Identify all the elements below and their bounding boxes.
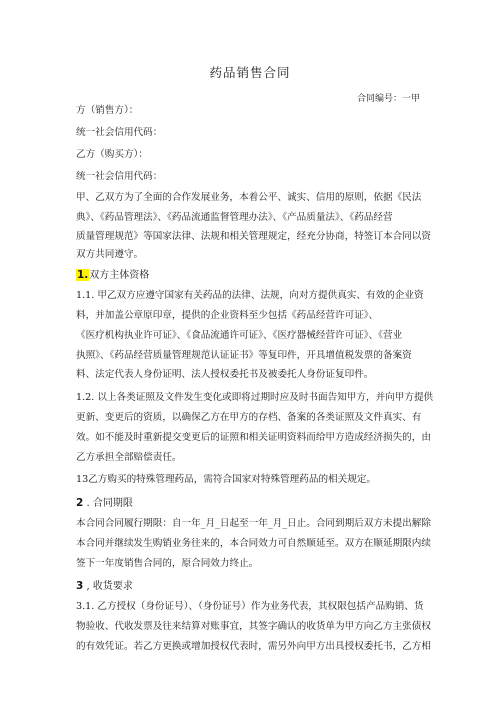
clause-line: 《医疗机构执业许可证》、《食品流通许可证》、《医疗器械经营许可证》、《营业 [76, 330, 403, 341]
seller-credit-code-line: 统一社会信用代码： [76, 127, 163, 138]
clause-line: 乙方承担全部赔偿责任。 [76, 452, 182, 463]
buyer-party-line: 乙方（购买方）： [76, 149, 148, 160]
section-number: 3 [76, 580, 84, 592]
clause-line: 效。如不能及时重新提交变更后的证照和相关证明资料而给甲方造成经济损失的，由 [76, 432, 431, 443]
clause-line: 的有效凭证。若乙方更换或增加授权代表时，需另外向甲方出具授权委托书，乙方相 [76, 641, 431, 652]
section-heading-1 [76, 268, 149, 283]
section-heading-2 [76, 496, 133, 511]
clause-line: 签下一年度销售合同的，原合同效力终止。 [76, 558, 259, 569]
clause-line: 本合同并继续发生购销业务往来的，本合同效力可自然顺延至。双方在顺延期限内续 [76, 538, 431, 549]
section-title: 双方主体资格 [89, 270, 150, 281]
buyer-credit-code-line: 统一社会信用代码： [76, 171, 163, 182]
clause-line: 13乙方购买的特殊管理药品，需符合国家对特殊管理药品的相关规定。 [76, 474, 377, 485]
clause-line: 料、法定代表人身份证明、法人授权委托书及被委托人身份证复印件。 [76, 369, 374, 380]
clause-line: 本合同合同履行期限：自一年_月_日起至一年_月_日止。合同到期后双方未提出解除 [76, 518, 431, 529]
seller-party-line: 方（销售方）： [76, 105, 139, 116]
contract-number: 合同编号：一甲 [356, 94, 420, 104]
preamble-line: 质量管理规范》等国家法律、法规和相关管理规定，经充分协商，特签订本合同以资 [76, 231, 431, 242]
clause-line: 执照》、《药品经营质量管理规范认证证书》等复印件，开具增值税发票的备案资 [76, 350, 412, 361]
section-number: 1. [77, 269, 89, 281]
clause-line: 1.1. 甲乙双方应遵守国家有关药品的法律、法规，向对方提供真实、有效的企业资 [76, 290, 424, 301]
section-number: 2 [76, 497, 84, 509]
document-title: 药品销售合同 [209, 65, 291, 80]
clause-line: 更新、变更后的资质，以确保乙方在甲方的存档、备案的各类证照及文件真实、有 [76, 412, 422, 423]
section-heading-3 [76, 579, 133, 594]
clause-line: 3.1. 乙方授权（身份证号）、（身份证号）作为业务代表，其权限包括产品购销、货 [76, 601, 424, 612]
preamble-line: 甲、乙双方为了全面的合作发展业务，本着公平、诚实、信用的原则，依据《民法 [76, 192, 422, 203]
section-title: . 合同期限 [83, 498, 133, 509]
preamble-line: 双方共同遵守。 [76, 249, 144, 260]
clause-line: 物验收、代收发票及往来结算对账事宜，其签字确认的收货单为甲方向乙方主张债权 [76, 621, 431, 632]
clause-line: 1.2. 以上各类证照及文件发生变化或即将过期时应及时书面告知甲方，并向甲方提供 [76, 392, 434, 403]
preamble-line: 典》、《药品管理法》、《药品流通监督管理办法》、《产品质量法》、《药品经营 [76, 212, 393, 223]
clause-line: 料，并加盖公章原印章，提供的企业资料至少包括《药品经营许可证》、 [76, 310, 379, 321]
section-title: , 收货要求 [83, 581, 133, 592]
